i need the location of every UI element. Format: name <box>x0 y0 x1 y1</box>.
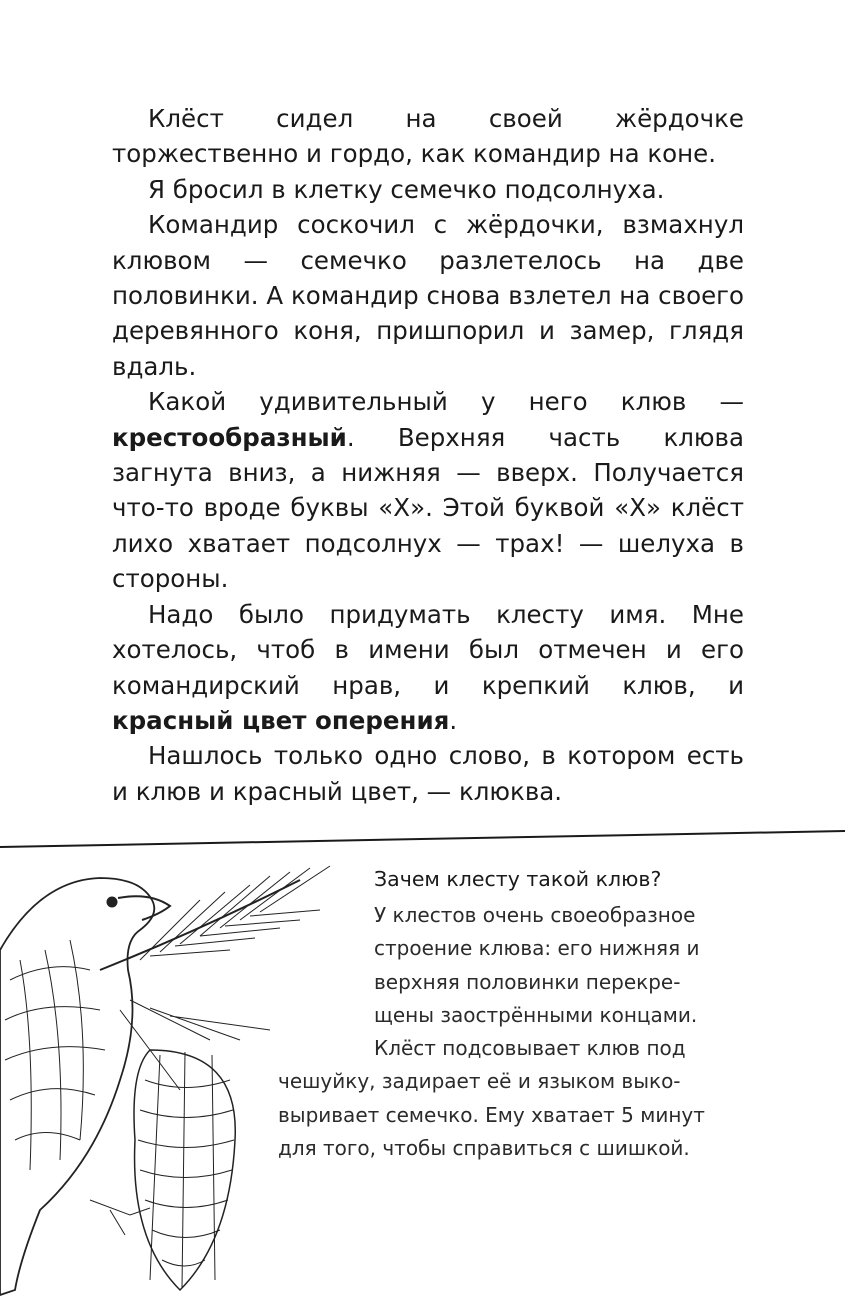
paragraph: Нашлось только одно слово, в котором есть и клюв и красный цвет, — клюква. <box>112 741 744 806</box>
paragraph: Командир соскочил с жёрдочки, взмахнул клювом — семечко разлетелось на две половинки. А командир снова взлетел на своего деревянного коня, пришпорил и замер, глядя вдаль. <box>112 210 744 381</box>
sidebar-line: строение клюва: его нижняя и <box>374 936 700 961</box>
bold-term: красный цвет оперения <box>112 705 450 735</box>
bold-term: крестообразный <box>112 422 347 452</box>
text-run: . Верхняя часть клюва загнута вниз, а нижняя — вверх. Получается что-то вроде буквы «Х». Этой буквой «Х» клёст лихо хватает подсолнух — трах! — шелуха в стороны. <box>112 422 744 594</box>
sidebar-line: Клёст подсовывает клюв под <box>374 1036 686 1061</box>
sidebar-line: для того, чтобы справиться с шишкой. <box>278 1136 690 1161</box>
sidebar-line: верхняя половинки перекре- <box>374 969 681 994</box>
sidebar-line: чешуйку, задирает её и языком выко- <box>278 1069 681 1094</box>
text-run: Какой удивительный у него клюв — <box>148 387 744 417</box>
sidebar-line: У клестов очень своеобразное <box>374 903 696 927</box>
text-run: . <box>449 705 458 735</box>
sidebar-body <box>278 899 746 1165</box>
text-run: Надо было придумать клесту имя. Мне хотелось, чтоб в имени был отмечен и его командирский нрав, и крепкий клюв, и <box>112 599 744 700</box>
paragraph: Клёст сидел на своей жёрдочке торжественно и гордо, как командир на коне. <box>112 104 744 169</box>
sidebar-line: выривает семечко. Ему хватает 5 минут <box>278 1102 705 1127</box>
paragraph: Я бросил в клетку семечко подсолнуха. <box>148 174 665 204</box>
sidebar-line: щены заострёнными концами. <box>374 1002 698 1027</box>
sidebar-heading: Зачем клесту такой клюв? <box>374 867 662 891</box>
